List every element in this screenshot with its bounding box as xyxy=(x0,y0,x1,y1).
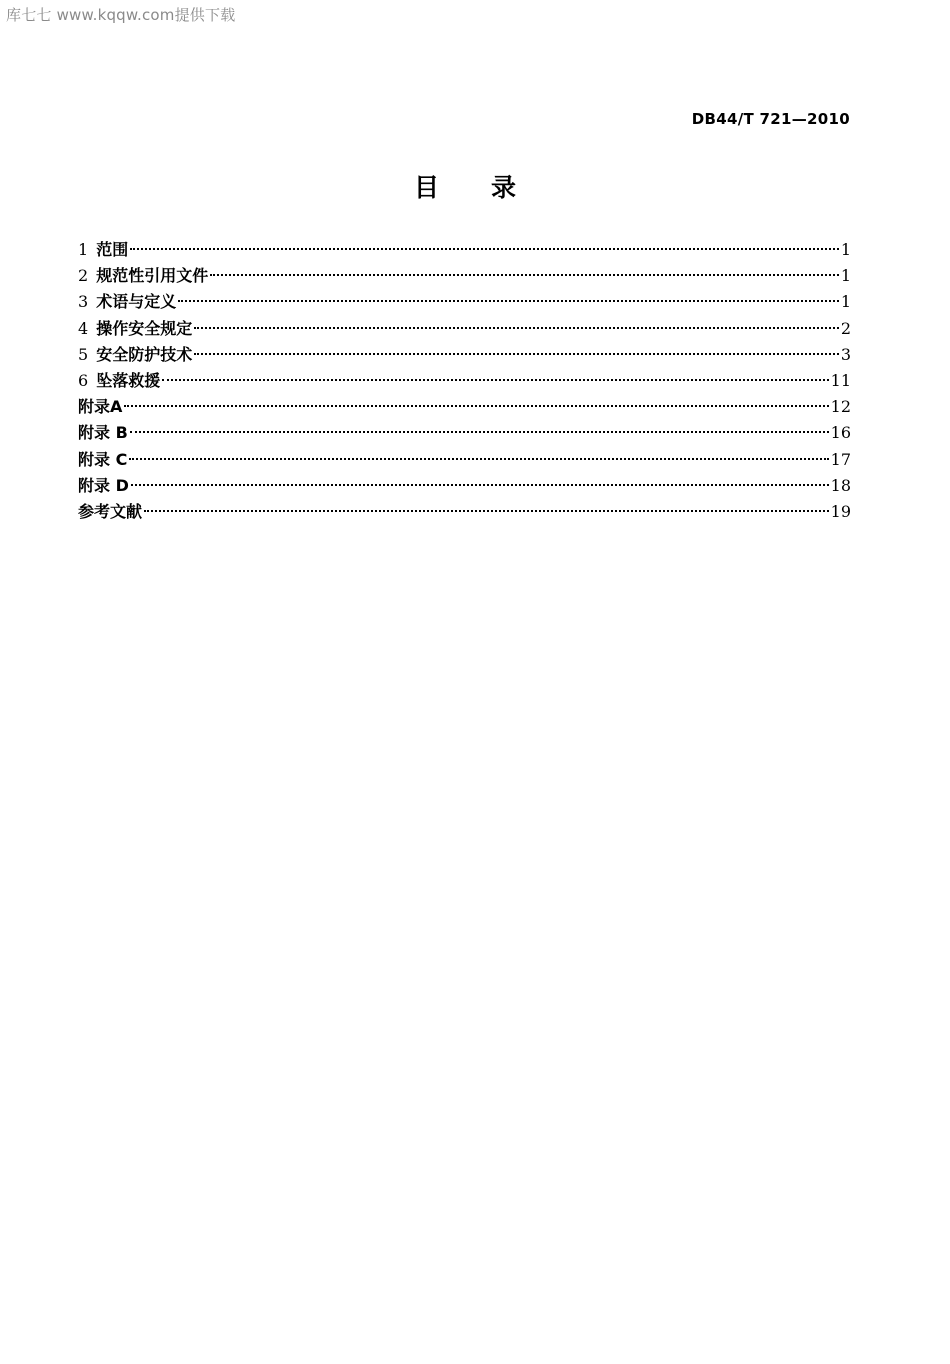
toc-entry[interactable] xyxy=(78,263,851,289)
toc-entry-page: 18 xyxy=(830,475,851,495)
toc-entry[interactable] xyxy=(78,289,851,315)
toc-entry[interactable] xyxy=(78,499,851,525)
toc-entry[interactable] xyxy=(78,342,851,368)
toc-entry[interactable] xyxy=(78,447,851,473)
toc-entry-label: 操作安全规定 xyxy=(96,318,193,338)
toc-entry-label: 坠落救援 xyxy=(96,370,161,390)
toc-entry-page: 1 xyxy=(840,240,851,259)
dot-leader xyxy=(130,248,839,250)
toc-entry-label: 范围 xyxy=(96,240,129,259)
dot-leader xyxy=(194,353,839,355)
toc-entry-page: 17 xyxy=(830,449,851,469)
toc-entry-page: 19 xyxy=(830,501,851,521)
toc-entry-page: 11 xyxy=(830,370,851,390)
toc-entry-label: 术语与定义 xyxy=(96,292,177,312)
toc-entry-number: 4 xyxy=(78,318,89,338)
toc-entry-page: 16 xyxy=(830,423,851,443)
page-title xyxy=(0,168,930,204)
toc-entry-label: 附录 B xyxy=(78,423,128,443)
dot-leader xyxy=(178,300,839,302)
toc-entry[interactable] xyxy=(78,394,851,420)
toc-entry-page: 1 xyxy=(840,292,851,312)
toc-entry-page: 3 xyxy=(840,344,851,364)
toc-entry-label: 附录 D xyxy=(78,475,129,495)
toc-entry[interactable] xyxy=(78,368,851,394)
toc-entry-label: 安全防护技术 xyxy=(96,344,193,364)
title-char-1: 目 xyxy=(413,173,439,202)
toc-entry-label: 规范性引用文件 xyxy=(96,266,209,286)
toc-entry-number: 1 xyxy=(78,240,89,259)
toc-entry-label: 附录 C xyxy=(78,449,128,469)
dot-leader xyxy=(162,379,828,381)
toc-entry-number: 3 xyxy=(78,292,89,312)
dot-leader xyxy=(144,510,829,512)
toc-entry-number: 5 xyxy=(78,344,89,364)
document-code: DB44/T 721—2010 xyxy=(691,110,850,128)
toc-entry-page: 12 xyxy=(830,397,851,417)
dot-leader xyxy=(210,274,839,276)
toc-entry-label: 参考文献 xyxy=(78,501,143,521)
toc-entry-label: 附录A xyxy=(78,397,123,417)
toc-entry-page: 2 xyxy=(840,318,851,338)
title-char-2: 录 xyxy=(491,173,517,202)
dot-leader xyxy=(129,458,828,460)
dot-leader xyxy=(130,431,829,433)
toc-entry[interactable] xyxy=(78,237,851,263)
dot-leader xyxy=(194,327,839,329)
toc-entry-number: 6 xyxy=(78,370,89,390)
watermark-text: 库七七 www.kqqw.com提供下载 xyxy=(6,6,236,24)
dot-leader xyxy=(124,405,828,407)
toc-entry[interactable] xyxy=(78,473,851,499)
dot-leader xyxy=(131,484,829,486)
table-of-contents xyxy=(78,237,851,525)
toc-entry[interactable] xyxy=(78,316,851,342)
toc-entry-number: 2 xyxy=(78,266,89,286)
toc-entry[interactable] xyxy=(78,420,851,446)
toc-entry-page: 1 xyxy=(840,266,851,286)
